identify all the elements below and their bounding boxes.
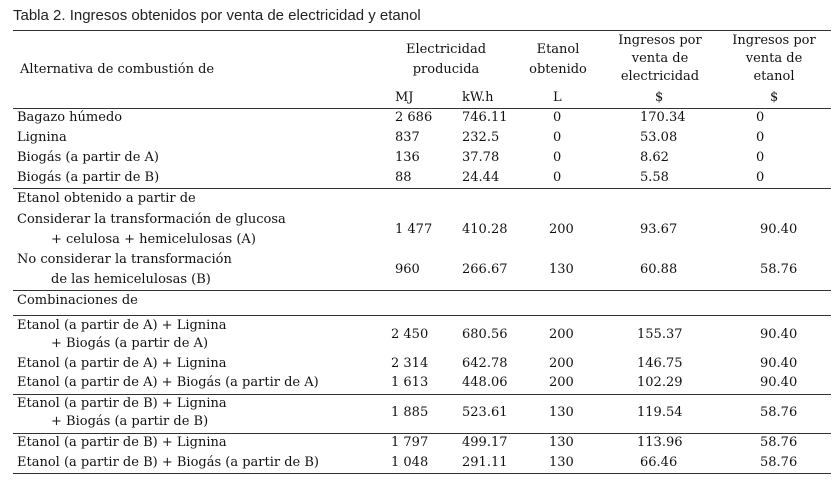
unit-mj: MJ xyxy=(395,90,414,105)
table-caption: Tabla 2. Ingresos obtenidos por venta de electricidad y etanol xyxy=(13,7,421,24)
header-etanol-l2: obtenido xyxy=(529,62,587,77)
cell-l: 130 xyxy=(549,435,574,450)
cell-kwh: 746.11 xyxy=(462,110,508,125)
cell-ingresos-electricidad: 60.88 xyxy=(640,262,678,277)
cell-ingresos-electricidad: 66.46 xyxy=(640,455,678,470)
cell-ingresos-etanol: 90.40 xyxy=(760,375,798,390)
cell-kwh: 37.78 xyxy=(462,150,500,165)
header-etanol-l1: Etanol xyxy=(536,42,580,57)
header-ingresos-etanol-l1: Ingresos por xyxy=(732,33,816,48)
cell-mj: 2 450 xyxy=(391,327,429,342)
cell-ingresos-etanol: 58.76 xyxy=(760,262,798,277)
cell-mj: 960 xyxy=(395,262,420,277)
unit-l: L xyxy=(553,90,562,105)
cell-kwh: 291.11 xyxy=(462,455,508,470)
cell-ingresos-etanol: 90.40 xyxy=(760,222,798,237)
cell-l: 130 xyxy=(549,455,574,470)
header-ingresos-etanol-l2: venta de xyxy=(745,51,803,66)
row-label: Etanol (a partir de B) + Lignina xyxy=(17,435,227,450)
cell-ingresos-etanol: 90.40 xyxy=(760,327,798,342)
header-ingresos-electricidad-l1: Ingresos por xyxy=(618,33,702,48)
row-label: Considerar la transformación de glucosa xyxy=(17,212,286,227)
cell-kwh: 523.61 xyxy=(462,405,508,420)
cell-l: 130 xyxy=(549,405,574,420)
header-ingresos-electricidad-l3: electricidad xyxy=(620,69,700,84)
cell-l: 0 xyxy=(553,170,562,185)
rule-combination-group-a xyxy=(13,315,831,316)
cell-mj: 837 xyxy=(395,130,420,145)
unit-usd-etanol: $ xyxy=(770,90,779,105)
cell-mj: 136 xyxy=(395,150,420,165)
cell-mj: 1 797 xyxy=(391,435,429,450)
unit-kwh: kW.h xyxy=(462,90,494,105)
cell-mj: 1 613 xyxy=(391,375,429,390)
header-electricidad-l1: Electricidad xyxy=(405,42,487,57)
row-label: Biogás (a partir de B) xyxy=(17,170,160,185)
cell-ingresos-etanol: 0 xyxy=(756,150,765,165)
header-ingresos-electricidad-l2: venta de xyxy=(631,51,689,66)
section-heading: Etanol obtenido a partir de xyxy=(17,191,196,206)
cell-ingresos-etanol: 90.40 xyxy=(760,356,798,371)
row-label: Etanol (a partir de A) + Biogás (a partir de A) xyxy=(17,375,319,390)
cell-l: 200 xyxy=(549,222,574,237)
row-label: Etanol (a partir de B) + Biogás (a partir de B) xyxy=(17,455,320,470)
cell-ingresos-etanol: 0 xyxy=(756,170,765,185)
cell-kwh: 448.06 xyxy=(462,375,508,390)
cell-mj: 1 885 xyxy=(391,405,429,420)
cell-l: 0 xyxy=(553,130,562,145)
rule-header-bottom xyxy=(13,108,831,109)
section-heading: Combinaciones de xyxy=(17,293,138,308)
rule-before-etanol-section xyxy=(13,188,831,189)
rule-before-combinations xyxy=(13,290,831,291)
cell-kwh: 410.28 xyxy=(462,222,508,237)
cell-mj: 1 048 xyxy=(391,455,429,470)
cell-kwh: 266.67 xyxy=(462,262,508,277)
cell-ingresos-electricidad: 146.75 xyxy=(637,356,683,371)
cell-kwh: 680.56 xyxy=(462,327,508,342)
cell-ingresos-electricidad: 102.29 xyxy=(637,375,683,390)
cell-ingresos-electricidad: 5.58 xyxy=(640,170,669,185)
row-label: Etanol (a partir de B) + Lignina xyxy=(17,396,227,411)
cell-mj: 2 314 xyxy=(391,356,429,371)
cell-kwh: 24.44 xyxy=(462,170,500,185)
row-label: Bagazo húmedo xyxy=(17,110,123,125)
row-label: Etanol (a partir de A) + Lignina xyxy=(17,318,227,333)
row-label: Etanol (a partir de A) + Lignina xyxy=(17,356,227,371)
cell-ingresos-etanol: 58.76 xyxy=(760,435,798,450)
cell-l: 200 xyxy=(549,375,574,390)
row-label-continuation: + Biogás (a partir de A) xyxy=(51,336,209,351)
row-label-continuation: de las hemicelulosas (B) xyxy=(51,272,211,287)
cell-ingresos-electricidad: 8.62 xyxy=(640,150,669,165)
cell-l: 200 xyxy=(549,356,574,371)
cell-l: 130 xyxy=(549,262,574,277)
cell-mj: 2 686 xyxy=(395,110,433,125)
cell-ingresos-electricidad: 53.08 xyxy=(640,130,678,145)
row-label-continuation: + Biogás (a partir de B) xyxy=(51,414,209,429)
cell-ingresos-electricidad: 119.54 xyxy=(637,405,683,420)
cell-ingresos-etanol: 58.76 xyxy=(760,455,798,470)
cell-kwh: 499.17 xyxy=(462,435,508,450)
cell-ingresos-etanol: 58.76 xyxy=(760,405,798,420)
cell-ingresos-electricidad: 113.96 xyxy=(637,435,683,450)
header-ingresos-etanol-l3: etanol xyxy=(753,69,795,84)
cell-ingresos-electricidad: 93.67 xyxy=(640,222,678,237)
unit-usd-electricidad: $ xyxy=(655,90,664,105)
rule-combination-group-b2 xyxy=(13,433,831,434)
row-label: Biogás (a partir de A) xyxy=(17,150,159,165)
cell-mj: 1 477 xyxy=(395,222,433,237)
rule-bottom xyxy=(13,473,831,474)
row-label-continuation: + celulosa + hemicelulosas (A) xyxy=(51,232,256,247)
cell-l: 0 xyxy=(553,150,562,165)
cell-ingresos-electricidad: 170.34 xyxy=(640,110,686,125)
cell-ingresos-etanol: 0 xyxy=(756,110,765,125)
cell-kwh: 642.78 xyxy=(462,356,508,371)
rule-top xyxy=(13,30,831,31)
cell-l: 0 xyxy=(553,110,562,125)
header-alternativa: Alternativa de combustión de xyxy=(20,62,215,77)
cell-mj: 88 xyxy=(395,170,412,185)
cell-ingresos-etanol: 0 xyxy=(756,130,765,145)
row-label: Lignina xyxy=(17,130,67,145)
header-electricidad-l2: producida xyxy=(412,62,480,77)
cell-ingresos-electricidad: 155.37 xyxy=(637,327,683,342)
row-label: No considerar la transformación xyxy=(17,252,232,267)
rule-combination-group-b xyxy=(13,394,831,395)
cell-l: 200 xyxy=(549,327,574,342)
cell-kwh: 232.5 xyxy=(462,130,500,145)
